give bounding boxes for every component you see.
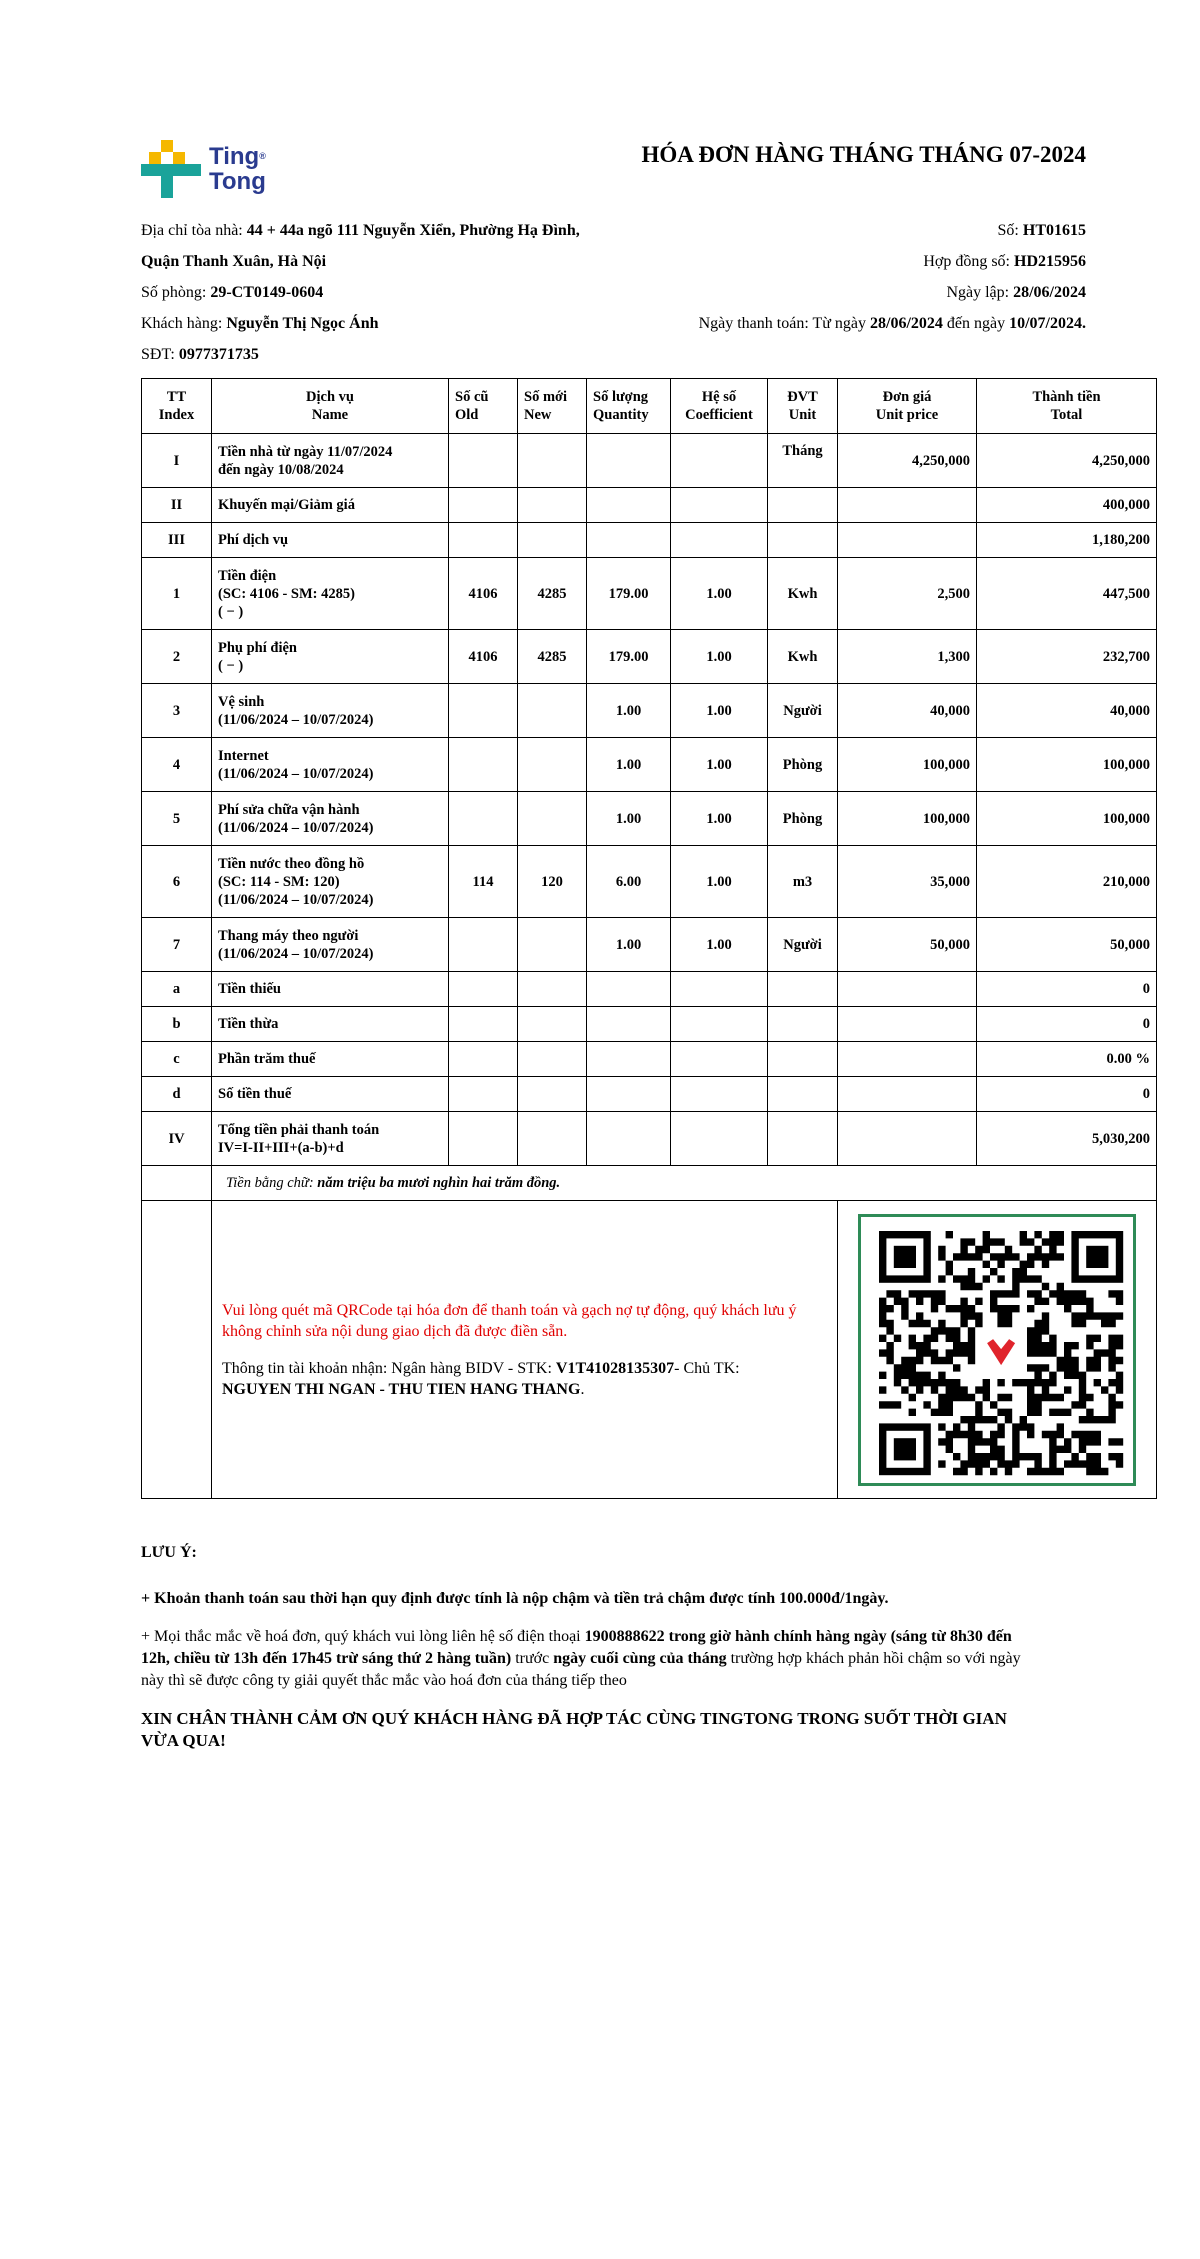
row-unit-price: 50,000: [838, 918, 977, 972]
row-old-reading: [449, 684, 518, 738]
row-index: III: [142, 523, 212, 558]
row-coefficient: 1.00: [671, 558, 768, 630]
row-service-name: [212, 684, 449, 738]
row-quantity: [587, 488, 671, 523]
row-total: 1,180,200: [977, 523, 1157, 558]
row-total: 232,700: [977, 630, 1157, 684]
row-old-reading: [449, 972, 518, 1007]
logo-wordmark: Ting® Tong: [209, 143, 266, 195]
row-old-reading: [449, 434, 518, 488]
row-new-reading: [518, 434, 587, 488]
row-old-reading: [449, 488, 518, 523]
row-total: 400,000: [977, 488, 1157, 523]
row-unit: Người: [768, 684, 838, 738]
row-quantity: 6.00: [587, 846, 671, 918]
amount-in-words: Tiền bằng chữ: năm triệu ba mươi nghìn hai trăm đồng.: [212, 1166, 1157, 1201]
row-new-reading: 4285: [518, 558, 587, 630]
table-row: [142, 1112, 1157, 1166]
payment-period: Ngày thanh toán: Từ ngày 28/06/2024 đến ngày 10/07/2024.: [698, 315, 1086, 332]
row-total: 5,030,200: [977, 1112, 1157, 1166]
row-quantity: 1.00: [587, 918, 671, 972]
row-unit-price: [838, 1112, 977, 1166]
amount-in-words-row: [142, 1166, 1157, 1201]
service-name-line: Internet: [218, 747, 269, 764]
row-quantity: 1.00: [587, 684, 671, 738]
row-index: a: [142, 972, 212, 1007]
row-index: b: [142, 1007, 212, 1042]
row-service-name: [212, 1112, 449, 1166]
row-coefficient: [671, 1112, 768, 1166]
row-unit-price: 100,000: [838, 792, 977, 846]
row-new-reading: [518, 488, 587, 523]
row-unit: [768, 488, 838, 523]
row-new-reading: [518, 792, 587, 846]
row-index: 4: [142, 738, 212, 792]
row-unit: [768, 1007, 838, 1042]
row-unit: [768, 523, 838, 558]
row-service-name: [212, 630, 449, 684]
row-unit: [768, 972, 838, 1007]
row-quantity: 179.00: [587, 630, 671, 684]
service-name-line: Phụ phí điện: [218, 639, 297, 656]
service-name-line: Thang máy theo người: [218, 927, 359, 944]
row-index: II: [142, 488, 212, 523]
building-address-line2: Quận Thanh Xuân, Hà Nội: [141, 253, 327, 270]
row-new-reading: [518, 1077, 587, 1112]
service-name-line: Số tiền thuế: [218, 1086, 292, 1102]
service-name-line: Tiền nước theo đồng hồ: [218, 855, 365, 872]
service-name-line: Vệ sinh: [218, 693, 265, 710]
row-unit-price: [838, 972, 977, 1007]
row-coefficient: [671, 1042, 768, 1077]
service-name-line: (SC: 4106 - SM: 4285): [218, 585, 355, 602]
row-old-reading: [449, 1042, 518, 1077]
row-old-reading: [449, 1007, 518, 1042]
table-row: [142, 1042, 1157, 1077]
payment-info: [212, 1201, 838, 1499]
table-row: [142, 792, 1157, 846]
row-old-reading: 4106: [449, 558, 518, 630]
row-service-name: [212, 1007, 449, 1042]
payment-row: [142, 1201, 1157, 1499]
row-total: 100,000: [977, 738, 1157, 792]
row-total: 4,250,000: [977, 434, 1157, 488]
customer-name: Khách hàng: Nguyễn Thị Ngọc Ánh: [141, 315, 379, 332]
row-new-reading: [518, 1007, 587, 1042]
row-service-name: [212, 558, 449, 630]
row-unit: [768, 1042, 838, 1077]
row-coefficient: [671, 523, 768, 558]
row-total: 40,000: [977, 684, 1157, 738]
row-coefficient: [671, 972, 768, 1007]
row-total: 50,000: [977, 918, 1157, 972]
row-service-name: [212, 488, 449, 523]
row-total: 0: [977, 1007, 1157, 1042]
row-quantity: [587, 1042, 671, 1077]
row-coefficient: [671, 434, 768, 488]
row-unit: Phòng: [768, 738, 838, 792]
row-total: 0: [977, 972, 1157, 1007]
table-row: [142, 846, 1157, 918]
row-total: 0.00 %: [977, 1042, 1157, 1077]
row-quantity: [587, 1007, 671, 1042]
invoice-number: Số: HT01615: [997, 222, 1086, 239]
contract-number: Hợp đồng số: HD215956: [923, 253, 1086, 270]
table-row: [142, 558, 1157, 630]
row-coefficient: [671, 1007, 768, 1042]
company-logo: [141, 140, 301, 210]
payment-qr-code[interactable]: [858, 1214, 1136, 1486]
note-late-payment: + Khoản thanh toán sau thời hạn quy định được tính là nộp chậm và tiền trả chậm được tính 100.000đ/1ngày.: [141, 1590, 889, 1607]
row-quantity: [587, 972, 671, 1007]
row-index: 1: [142, 558, 212, 630]
row-old-reading: 114: [449, 846, 518, 918]
row-coefficient: 1.00: [671, 684, 768, 738]
row-index: 7: [142, 918, 212, 972]
row-index: I: [142, 434, 212, 488]
row-service-name: [212, 792, 449, 846]
col-price-header: Đơn giá Unit price: [838, 379, 977, 434]
service-name-line: Tiền thiếu: [218, 981, 281, 997]
row-index: 6: [142, 846, 212, 918]
row-service-name: [212, 738, 449, 792]
table-row: [142, 972, 1157, 1007]
row-unit-price: 40,000: [838, 684, 977, 738]
invoice-info: [141, 222, 1086, 377]
service-name-line: Phần trăm thuế: [218, 1051, 316, 1067]
row-service-name: [212, 1042, 449, 1077]
service-name-line: đến ngày 10/08/2024: [218, 461, 344, 478]
row-coefficient: 1.00: [671, 918, 768, 972]
row-index: IV: [142, 1112, 212, 1166]
row-total: 210,000: [977, 846, 1157, 918]
service-name-line: Tiền điện: [218, 567, 277, 584]
row-index: 5: [142, 792, 212, 846]
logo-mark-icon: [141, 140, 203, 200]
row-unit-price: [838, 488, 977, 523]
row-quantity: 1.00: [587, 792, 671, 846]
service-name-line: (11/06/2024 – 10/07/2024): [218, 819, 374, 836]
row-old-reading: [449, 738, 518, 792]
service-name-line: Phí sửa chữa vận hành: [218, 801, 360, 818]
row-total: 0: [977, 1077, 1157, 1112]
qr-instruction: Vui lòng quét mã QRCode tại hóa đơn để thanh toán và gạch nợ tự động, quý khách lưu ý không chỉnh sửa nội dung giao dịch đã được điền sẵn.: [222, 1301, 797, 1340]
row-unit: Phòng: [768, 792, 838, 846]
issue-date: Ngày lập: 28/06/2024: [946, 284, 1086, 301]
row-old-reading: [449, 792, 518, 846]
row-old-reading: [449, 1077, 518, 1112]
row-old-reading: [449, 523, 518, 558]
col-old-header: Số cũ Old: [449, 379, 518, 434]
qr-code-icon: [861, 1217, 1133, 1483]
row-coefficient: 1.00: [671, 792, 768, 846]
notes-section: [141, 1542, 1041, 1768]
col-qty-header: Số lượng Quantity: [587, 379, 671, 434]
service-name-line: Phí dịch vụ: [218, 532, 289, 548]
row-service-name: [212, 846, 449, 918]
table-header-row: [142, 379, 1157, 434]
service-name-line: (11/06/2024 – 10/07/2024): [218, 945, 374, 962]
service-name-line: Tổng tiền phải thanh toán: [218, 1121, 380, 1138]
invoice-table: [141, 378, 1157, 1499]
row-unit-price: [838, 1042, 977, 1077]
row-new-reading: [518, 523, 587, 558]
row-unit-price: 2,500: [838, 558, 977, 630]
row-service-name: [212, 434, 449, 488]
row-quantity: [587, 1112, 671, 1166]
row-unit: [768, 1077, 838, 1112]
col-name-header: Dịch vụ Name: [212, 379, 449, 434]
row-coefficient: 1.00: [671, 630, 768, 684]
row-new-reading: [518, 1042, 587, 1077]
customer-phone: SĐT: 0977371735: [141, 346, 259, 363]
qr-cell: [838, 1201, 1157, 1499]
service-name-line: ( − ): [218, 657, 244, 674]
table-row: [142, 434, 1157, 488]
service-name-line: (11/06/2024 – 10/07/2024): [218, 765, 374, 782]
col-coef-header: Hệ số Coefficient: [671, 379, 768, 434]
row-index: d: [142, 1077, 212, 1112]
row-new-reading: 4285: [518, 630, 587, 684]
table-row: [142, 918, 1157, 972]
row-unit-price: 4,250,000: [838, 434, 977, 488]
service-name-line: Tiền thừa: [218, 1016, 279, 1032]
table-row: [142, 684, 1157, 738]
col-total-header: Thành tiền Total: [977, 379, 1157, 434]
row-unit: Người: [768, 918, 838, 972]
row-new-reading: [518, 918, 587, 972]
row-index: 2: [142, 630, 212, 684]
row-quantity: 1.00: [587, 738, 671, 792]
table-row: [142, 738, 1157, 792]
col-unit-header: ĐVT Unit: [768, 379, 838, 434]
row-coefficient: 1.00: [671, 738, 768, 792]
row-coefficient: 1.00: [671, 846, 768, 918]
row-coefficient: [671, 1077, 768, 1112]
row-new-reading: [518, 972, 587, 1007]
col-index-header: TT Index: [142, 379, 212, 434]
service-name-line: Khuyến mại/Giảm giá: [218, 497, 355, 513]
service-name-line: Tiền nhà từ ngày 11/07/2024: [218, 443, 393, 460]
row-service-name: [212, 1077, 449, 1112]
row-unit: Kwh: [768, 630, 838, 684]
row-index: 3: [142, 684, 212, 738]
row-old-reading: [449, 1112, 518, 1166]
table-row: [142, 1077, 1157, 1112]
row-old-reading: 4106: [449, 630, 518, 684]
row-coefficient: [671, 488, 768, 523]
service-name-line: IV=I-II+III+(a-b)+d: [218, 1139, 344, 1156]
row-new-reading: [518, 738, 587, 792]
row-unit-price: [838, 523, 977, 558]
row-quantity: [587, 1077, 671, 1112]
row-quantity: [587, 434, 671, 488]
thank-you-message: XIN CHÂN THÀNH CẢM ƠN QUÝ KHÁCH HÀNG ĐÃ HỢP TÁC CÙNG TINGTONG TRONG SUỐT THỜI GIAN VỪA QUA!: [141, 1709, 1007, 1750]
row-service-name: [212, 918, 449, 972]
table-row: [142, 523, 1157, 558]
invoice-rows: [142, 434, 1157, 1166]
row-service-name: [212, 523, 449, 558]
row-new-reading: [518, 1112, 587, 1166]
building-address-line1: Địa chỉ tòa nhà: 44 + 44a ngõ 111 Nguyễn Xiển, Phường Hạ Đình,: [141, 222, 580, 239]
row-unit-price: [838, 1007, 977, 1042]
invoice-title: HÓA ĐƠN HÀNG THÁNG THÁNG 07-2024: [641, 142, 1086, 167]
row-quantity: [587, 523, 671, 558]
table-row: [142, 1007, 1157, 1042]
service-name-line: (SC: 114 - SM: 120): [218, 873, 340, 890]
notes-heading: LƯU Ý:: [141, 1544, 197, 1561]
account-info: Thông tin tài khoản nhận: Ngân hàng BIDV - STK: V1T41028135307- Chủ TK: NGUYEN THI NGAN - THU TIEN HANG THANG.: [222, 1359, 740, 1398]
row-new-reading: 120: [518, 846, 587, 918]
row-new-reading: [518, 684, 587, 738]
row-unit: [768, 1112, 838, 1166]
row-unit-price: 35,000: [838, 846, 977, 918]
row-quantity: 179.00: [587, 558, 671, 630]
row-service-name: [212, 972, 449, 1007]
note-contact: + Mọi thắc mắc về hoá đơn, quý khách vui lòng liên hệ số điện thoại 1900888622 trong giờ hành chính hàng ngày (sáng từ 8h30 đến 12h, chiều từ 13h đến 17h45 trừ sáng thứ 2 hàng tuần) trước ngày cuối cùng của tháng trường hợp khách phản hồi chậm so với ngày này thì sẽ được công ty giải quyết thắc mắc vào hoá đơn của tháng tiếp theo: [141, 1628, 1021, 1689]
row-unit: Tháng: [768, 434, 838, 488]
row-index: c: [142, 1042, 212, 1077]
row-unit-price: 100,000: [838, 738, 977, 792]
table-row: [142, 488, 1157, 523]
table-row: [142, 630, 1157, 684]
col-new-header: Số mới New: [518, 379, 587, 434]
row-old-reading: [449, 918, 518, 972]
service-name-line: ( − ): [218, 603, 244, 620]
row-unit: Kwh: [768, 558, 838, 630]
row-unit-price: [838, 1077, 977, 1112]
room-number: Số phòng: 29-CT0149-0604: [141, 284, 324, 301]
row-unit-price: 1,300: [838, 630, 977, 684]
row-total: 100,000: [977, 792, 1157, 846]
row-total: 447,500: [977, 558, 1157, 630]
row-unit: m3: [768, 846, 838, 918]
service-name-line: (11/06/2024 – 10/07/2024): [218, 711, 374, 728]
service-name-line: (11/06/2024 – 10/07/2024): [218, 891, 374, 908]
